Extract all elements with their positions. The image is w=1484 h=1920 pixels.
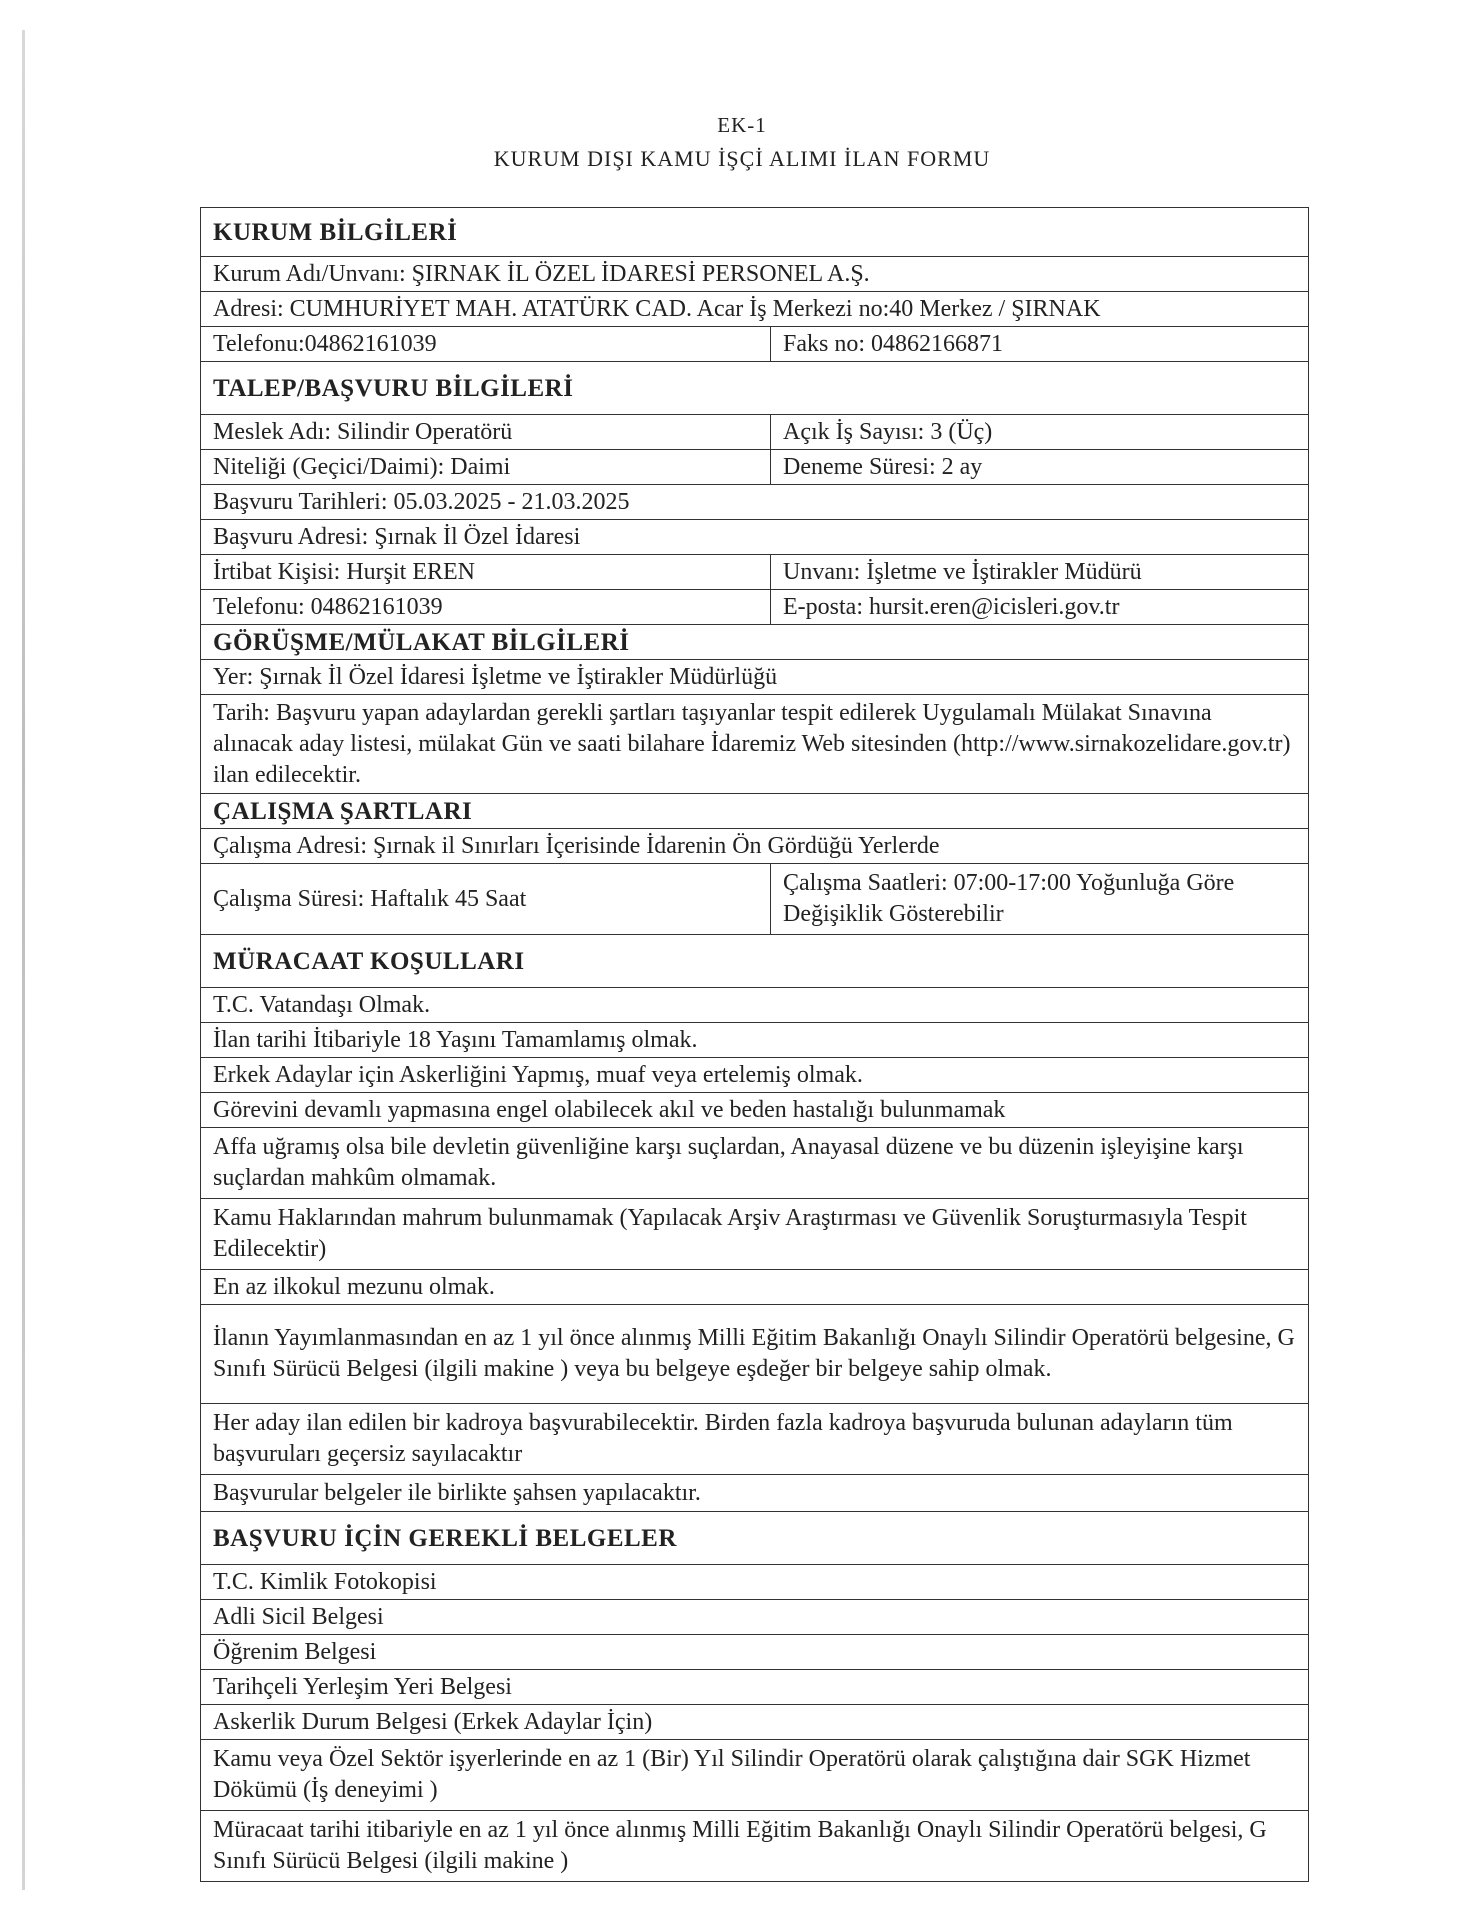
calisma-suresi: Çalışma Süresi: Haftalık 45 Saat — [201, 864, 771, 935]
basvuru-tarihleri: Başvuru Tarihleri: 05.03.2025 - 21.03.2025 — [201, 485, 1309, 520]
calisma-adresi: Çalışma Adresi: Şırnak il Sınırları İçerisinde İdarenin Ön Gördüğü Yerlerde — [201, 829, 1309, 864]
gerekli-belge: Müracaat tarihi itibariyle en az 1 yıl önce alınmış Milli Eğitim Bakanlığı Onaylı Silindir Operatörü belgesi, G Sınıfı Sürücü Belgesi (ilgili makine ) — [201, 1811, 1309, 1882]
gerekli-belge: T.C. Kimlik Fotokopisi — [201, 1565, 1309, 1600]
muracaat-kosulu: T.C. Vatandaşı Olmak. — [201, 988, 1309, 1023]
muracaat-kosulu: Affa uğramış olsa bile devletin güvenliğine karşı suçlardan, Anayasal düzene ve bu düzenin işleyişine karşı suçlardan mahkûm olmamak. — [201, 1128, 1309, 1199]
gerekli-belge: Öğrenim Belgesi — [201, 1635, 1309, 1670]
section-calisma — [201, 794, 1309, 829]
gerekli-belge: Kamu veya Özel Sektör işyerlerinde en az 1 (Bir) Yıl Silindir Operatörü olarak çalıştığına dair SGK Hizmet Dökümü (İş deneyimi ) — [201, 1740, 1309, 1811]
section-belgeler — [201, 1512, 1309, 1565]
section-heading-muracaat: MÜRACAAT KOŞULLARI — [201, 935, 1309, 988]
section-gorusme — [201, 625, 1309, 660]
irtibat-unvani: Unvanı: İşletme ve İştirakler Müdürü — [771, 555, 1309, 590]
section-heading-talep: TALEP/BAŞVURU BİLGİLERİ — [201, 362, 1309, 415]
section-muracaat — [201, 935, 1309, 988]
gerekli-belge: Askerlik Durum Belgesi (Erkek Adaylar İçin) — [201, 1705, 1309, 1740]
gerekli-belge: Tarihçeli Yerleşim Yeri Belgesi — [201, 1670, 1309, 1705]
meslek-adi: Meslek Adı: Silindir Operatörü — [201, 415, 771, 450]
section-heading-kurum: KURUM BİLGİLERİ — [201, 208, 1309, 257]
muracaat-kosulu: İlanın Yayımlanmasından en az 1 yıl önce alınmış Milli Eğitim Bakanlığı Onaylı Silindir Operatörü belgesine, G Sınıfı Sürücü Belgesi (ilgili makine ) veya bu belgeye eşdeğer bir belgeye sahip olmak. — [201, 1305, 1309, 1404]
muracaat-kosulu: Görevini devamlı yapmasına engel olabilecek akıl ve beden hastalığı bulunmamak — [201, 1093, 1309, 1128]
calisma-saatleri: Çalışma Saatleri: 07:00-17:00 Yoğunluğa Göre Değişiklik Gösterebilir — [771, 864, 1309, 935]
irtibat-telefonu: Telefonu: 04862161039 — [201, 590, 771, 625]
application-form-table — [200, 207, 1309, 1882]
niteligi: Niteliği (Geçici/Daimi): Daimi — [201, 450, 771, 485]
acik-is-sayisi: Açık İş Sayısı: 3 (Üç) — [771, 415, 1309, 450]
section-kurum — [201, 208, 1309, 257]
section-heading-gorusme: GÖRÜŞME/MÜLAKAT BİLGİLERİ — [201, 625, 1309, 660]
gerekli-belge: Adli Sicil Belgesi — [201, 1600, 1309, 1635]
muracaat-kosulu: İlan tarihi İtibariyle 18 Yaşını Tamamlamış olmak. — [201, 1023, 1309, 1058]
muracaat-kosulu: Her aday ilan edilen bir kadroya başvurabilecektir. Birden fazla kadroya başvuruda bulunan adayların tüm başvuruları geçersiz sayılacaktır — [201, 1404, 1309, 1475]
kurum-address: Adresi: CUMHURİYET MAH. ATATÜRK CAD. Acar İş Merkezi no:40 Merkez / ŞIRNAK — [201, 292, 1309, 327]
form-title: KURUM DIŞI KAMU İŞÇİ ALIMI İLAN FORMU — [493, 146, 991, 171]
kurum-fax: Faks no: 04862166871 — [771, 327, 1309, 362]
document-header — [0, 108, 1484, 176]
section-talep — [201, 362, 1309, 415]
annex-label: EK-1 — [717, 113, 767, 137]
basvuru-adresi: Başvuru Adresi: Şırnak İl Özel İdaresi — [201, 520, 1309, 555]
gorusme-yer: Yer: Şırnak İl Özel İdaresi İşletme ve İştirakler Müdürlüğü — [201, 660, 1309, 695]
gorusme-tarih: Tarih: Başvuru yapan adaylardan gerekli şartları taşıyanlar tespit edilerek Uygulamalı Mülakat Sınavına alınacak aday listesi, mülakat Gün ve saati bilahare İdaremiz Web sitesinden (http://www.sirnakozelidare.gov.tr) ilan edilecektir. — [201, 695, 1309, 794]
section-heading-belgeler: BAŞVURU İÇİN GEREKLİ BELGELER — [201, 1512, 1309, 1565]
kurum-name: Kurum Adı/Unvanı: ŞIRNAK İL ÖZEL İDARESİ PERSONEL A.Ş. — [201, 257, 1309, 292]
deneme-suresi: Deneme Süresi: 2 ay — [771, 450, 1309, 485]
muracaat-kosulu: Başvurular belgeler ile birlikte şahsen yapılacaktır. — [201, 1475, 1309, 1512]
kurum-phone: Telefonu:04862161039 — [201, 327, 771, 362]
muracaat-kosulu: En az ilkokul mezunu olmak. — [201, 1270, 1309, 1305]
section-heading-calisma: ÇALIŞMA ŞARTLARI — [201, 794, 1309, 829]
scan-edge — [22, 30, 25, 1890]
muracaat-kosulu: Kamu Haklarından mahrum bulunmamak (Yapılacak Arşiv Araştırması ve Güvenlik Soruşturmasıyla Tespit Edilecektir) — [201, 1199, 1309, 1270]
muracaat-kosulu: Erkek Adaylar için Askerliğini Yapmış, muaf veya ertelemiş olmak. — [201, 1058, 1309, 1093]
irtibat-kisisi: İrtibat Kişisi: Hurşit EREN — [201, 555, 771, 590]
irtibat-eposta: E-posta: hursit.eren@icisleri.gov.tr — [771, 590, 1309, 625]
